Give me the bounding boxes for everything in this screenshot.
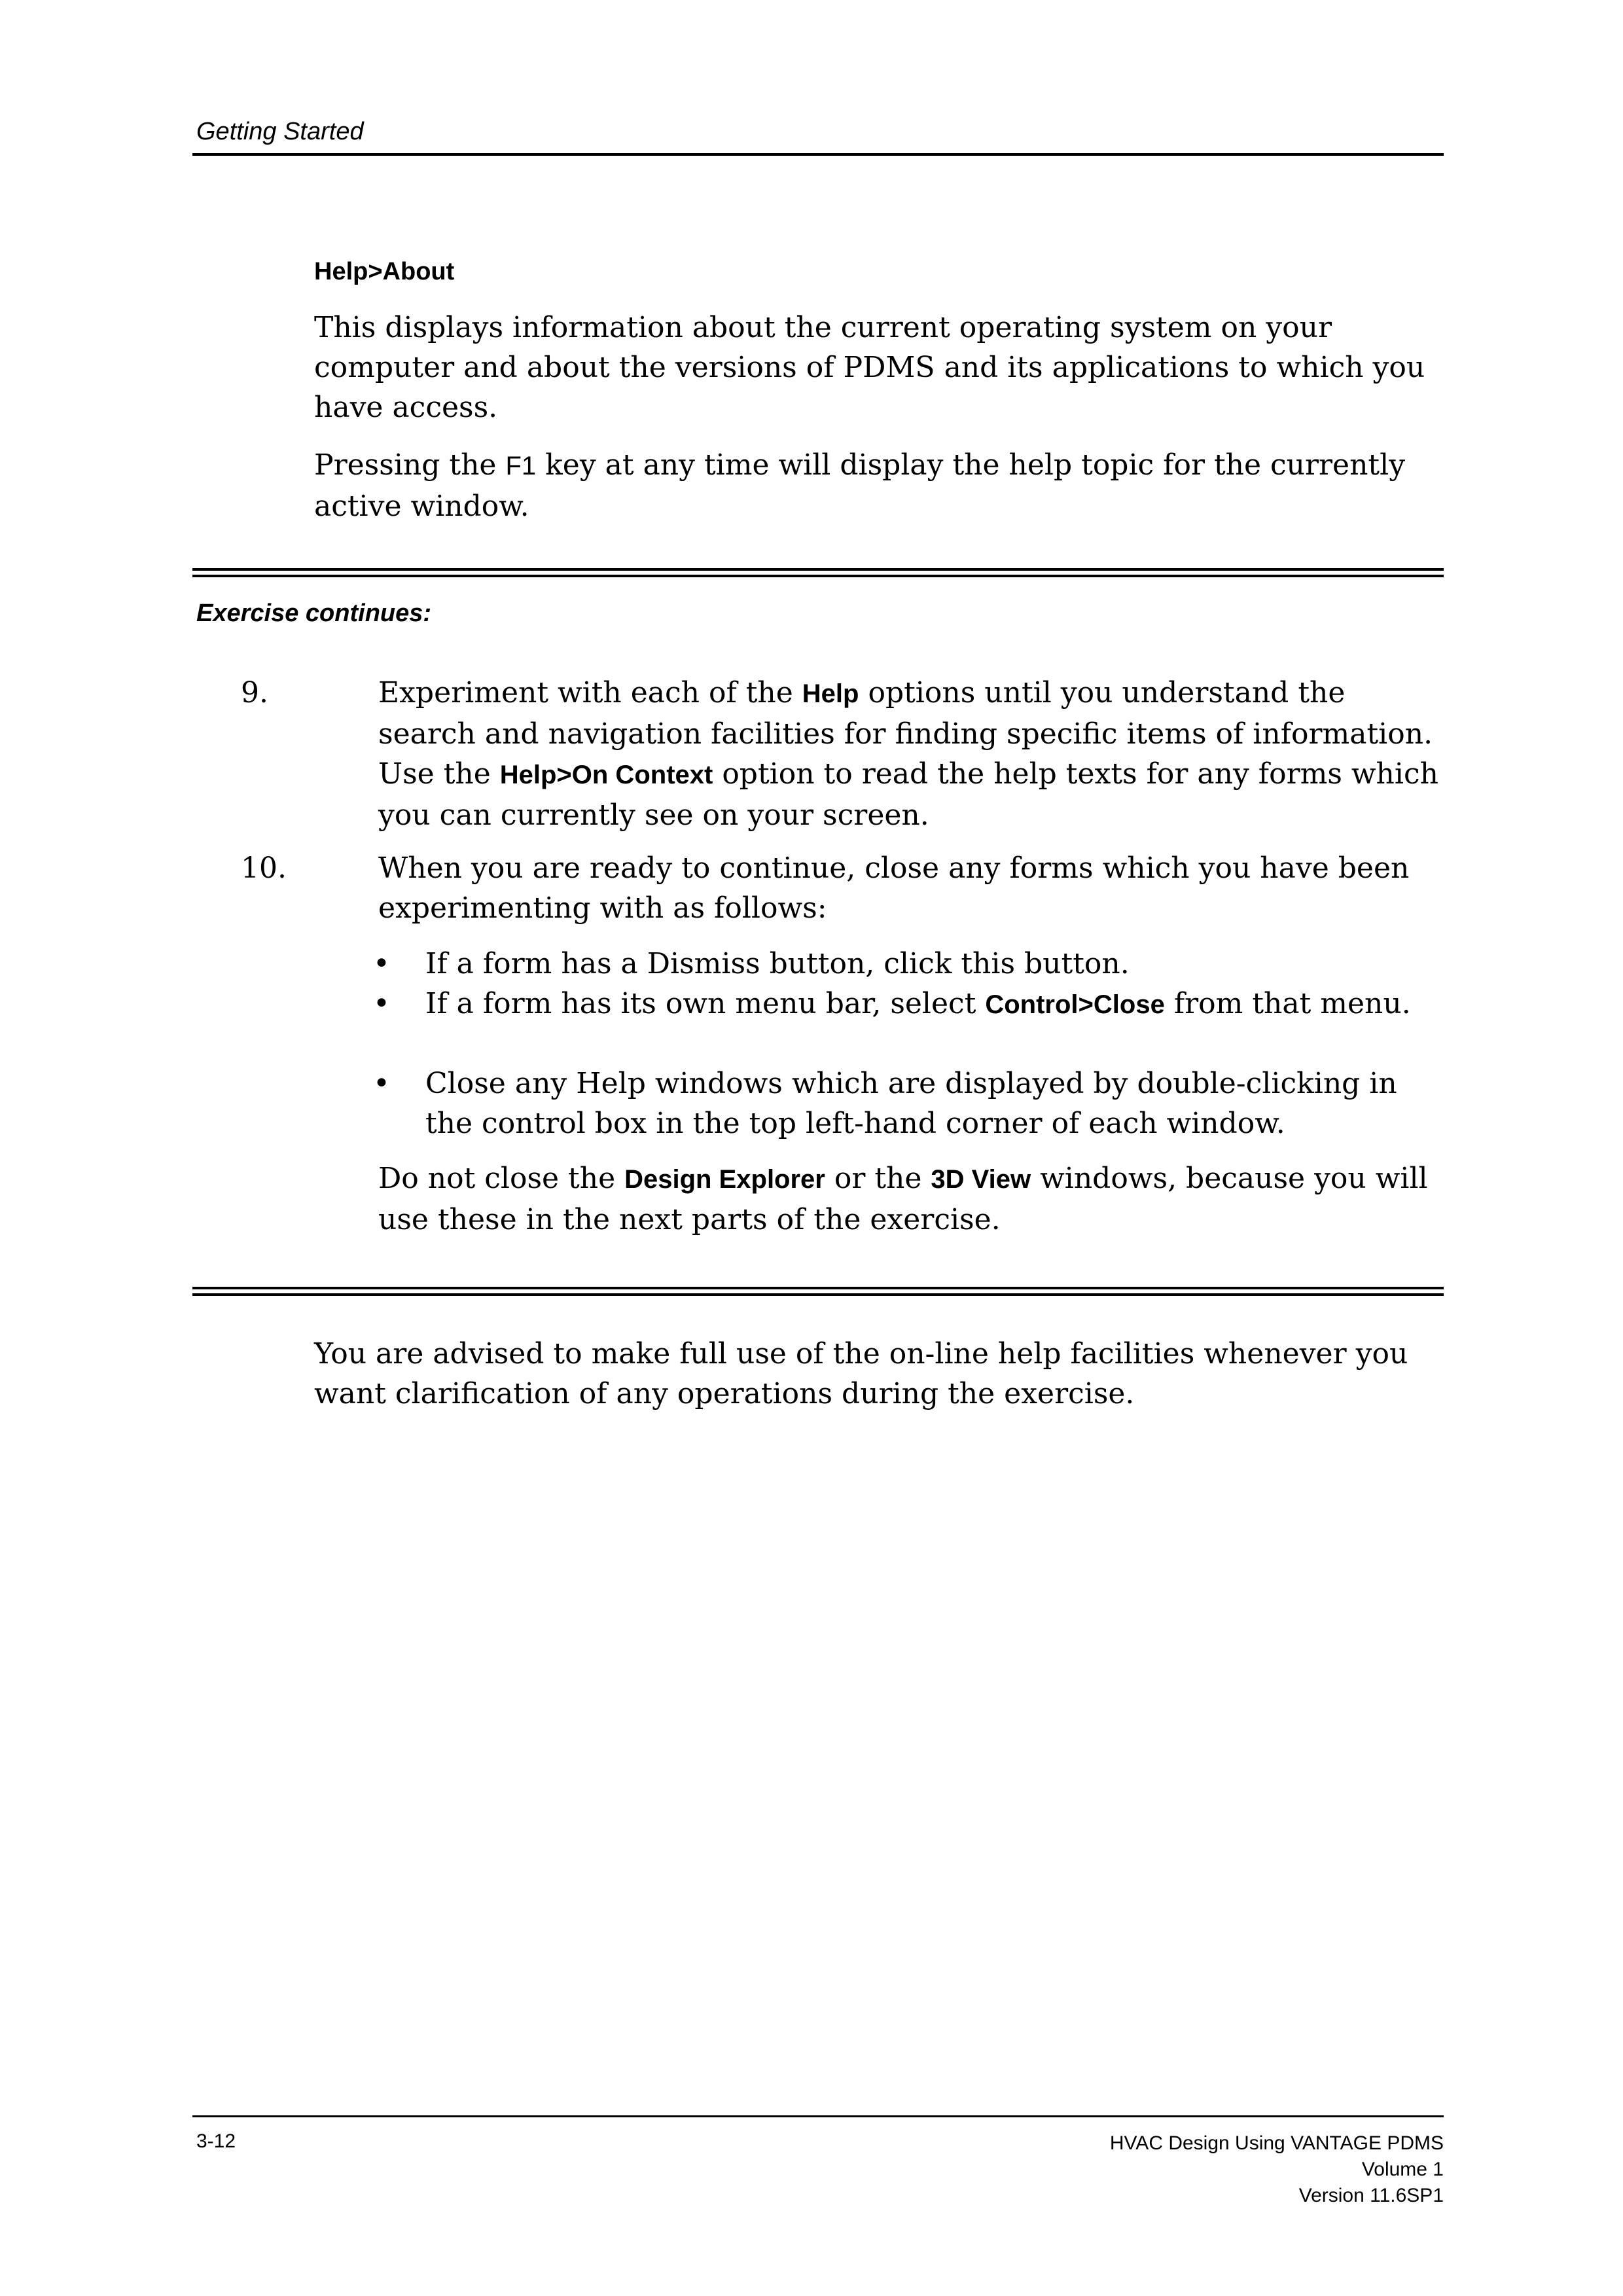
doc-title: HVAC Design Using VANTAGE PDMS — [1109, 2132, 1444, 2154]
list-item: If a form has a Dismiss button, click this button. — [425, 947, 1130, 980]
bullet-icon: • — [373, 987, 390, 1020]
f1-key: F1 — [505, 452, 537, 480]
footer-rule — [192, 2115, 1444, 2117]
advice-paragraph: You are advised to make full use of the on-line help facilities whenever you want clarification of any operations during the exercise. — [314, 1337, 1408, 1410]
section-heading: Help>About — [314, 258, 455, 285]
list-item — [425, 984, 1453, 1025]
donot-text-1: Do not close the — [378, 1162, 625, 1195]
donot-text-2: or the — [825, 1162, 931, 1195]
doc-version: Version 11.6SP1 — [1298, 2185, 1444, 2206]
step9-text-3: option to read the help texts for any forms which you can currently see on your screen. — [378, 757, 1438, 832]
step-number-9: 9. — [241, 676, 268, 709]
bullet-icon: • — [373, 1067, 390, 1100]
running-header: Getting Started — [196, 118, 364, 145]
header-rule — [192, 153, 1444, 156]
help-about-description: This displays information about the current operating system on your computer and about the versions of PDMS and its applications to which you have access. — [314, 311, 1425, 424]
donot-text-3: windows, because you will use these in the next parts of the exercise. — [378, 1162, 1428, 1236]
doc-volume: Volume 1 — [1361, 2159, 1444, 2180]
help-menu-ref: Help — [802, 679, 859, 708]
bullet2-pre: If a form has its own menu bar, select — [425, 987, 986, 1020]
exercise-divider-top — [192, 568, 1444, 577]
step9-text-2: options until you understand the search and navigation facilities for finding specific items of information. Use the — [378, 676, 1433, 791]
f1-text-pre: Pressing the — [314, 448, 506, 482]
f1-key-paragraph — [314, 445, 1453, 526]
list-item: Close any Help windows which are displayed by double-clicking in the control box in the top left-hand corner of each window. — [425, 1067, 1397, 1140]
step-number-10: 10. — [241, 852, 287, 885]
step-9-text — [378, 673, 1452, 835]
step9-text-1: Experiment with each of the — [378, 676, 802, 709]
exercise-heading: Exercise continues: — [196, 600, 432, 627]
footer-doc-info — [1110, 2130, 1444, 2209]
help-on-context-ref: Help>On Context — [499, 761, 713, 789]
step-10-text: When you are ready to continue, close any forms which you have been experimenting with as follows: — [378, 852, 1410, 925]
control-close-ref: Control>Close — [985, 990, 1165, 1019]
page-number: 3-12 — [196, 2130, 236, 2152]
bullet-icon: • — [373, 947, 390, 980]
exercise-divider-bottom — [192, 1287, 1444, 1296]
f1-text-post: key at any time will display the help topic for the currently active window. — [314, 448, 1406, 523]
do-not-close-paragraph — [378, 1158, 1452, 1240]
design-explorer-ref: Design Explorer — [624, 1165, 825, 1194]
3d-view-ref: 3D View — [931, 1165, 1031, 1194]
bullet2-post: from that menu. — [1164, 987, 1411, 1020]
